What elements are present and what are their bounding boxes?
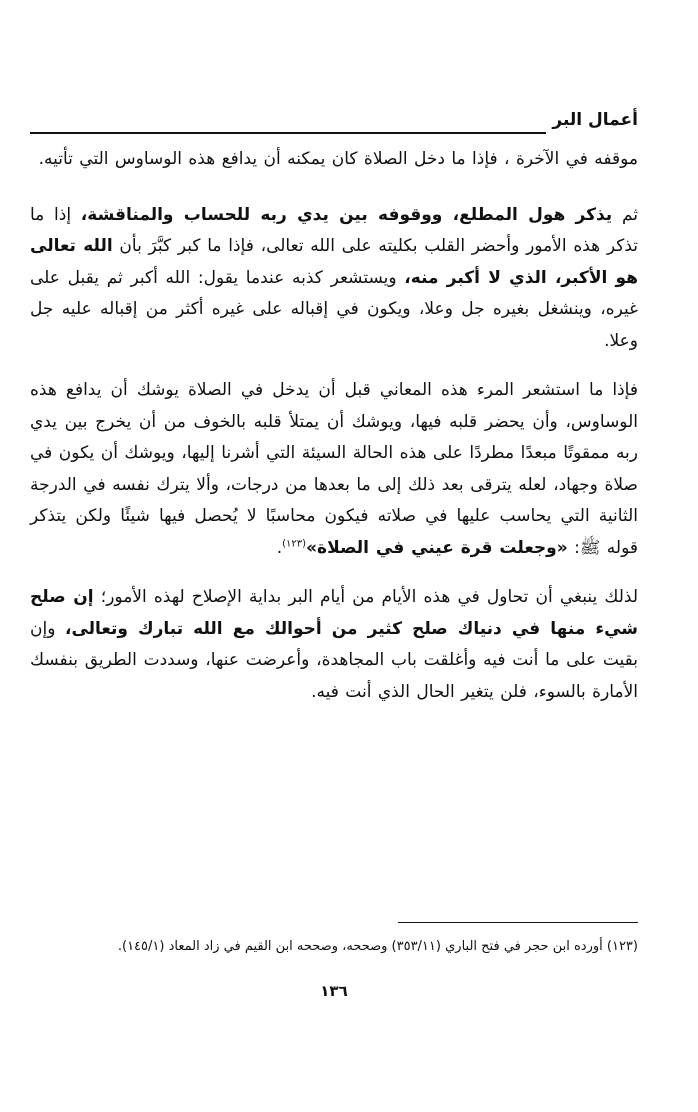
footnote-marker[interactable]: (١٢٣) [282, 537, 307, 549]
footnote: (١٢٣) أورده ابن حجر في فتح الباري (٣٥٣/١١) وصححه، وصححه ابن القيم في زاد المعاد (١٤٥/١). [117, 939, 638, 954]
page-header [30, 110, 638, 136]
paragraph-3-text-a: فإذا ما استشعر المرء هذه المعاني قبل أن يدخل في الصلاة يوشك أن يدافع هذه الوساوس، وأن يحضر قلبه فيها، ويوشك أن يمتلأ قلبه بالخوف من أن يخرج بين يدي ربه ممقوتًا مبعدًا مطردًا على هذه الحالة السيئة التي أشرنا إليها، ويوشك أن يكون في صلاة وجهاد، لعله يترقى بعد ذلك إلى ما بعدها من درجات، وألا يترك نفسه في الدرجة الثانية التي يحاسب عليها في صلاته فيكون محاسبًا لا يُحصل فيها شيئًا ولكن يتذكر قوله ﷺ: [30, 380, 638, 558]
page-number: ١٣٦ [320, 982, 348, 1000]
paragraph-2-bold-a: يذكر هول المطلع، ووقوفه بين يدي ربه للحساب والمناقشة، [80, 204, 613, 225]
paragraph-4-bold: إن صلح شيء منها في دنياك صلح كثير من أحوالك مع الله تبارك وتعالى، [30, 587, 638, 639]
paragraph-2 [30, 200, 638, 358]
paragraph-2-text-a: ثم [612, 204, 638, 225]
paragraph-4-text-a: لذلك ينبغي أن تحاول في هذه الأيام من أيام البر بداية الإصلاح لهذه الأمور؛ [93, 587, 639, 607]
book-page [30, 110, 638, 1090]
paragraph-3 [30, 375, 638, 564]
footnote-rule [398, 922, 638, 923]
paragraph-3-text-b: . [276, 537, 283, 558]
header-rule [30, 132, 546, 134]
paragraph-4 [30, 582, 638, 708]
paragraph-1-text: موقفه في الآخرة ، فإذا ما دخل الصلاة كان يمكنه أن يدافع هذه الوساوس التي تأتيه. [38, 149, 638, 169]
paragraph-1 [30, 144, 638, 176]
paragraph-2-text-b: إذا ما تذكر هذه الأمور وأحضر القلب بكليته على الله تعالى، فإذا ما كبر كبَّرَ بأن [30, 204, 639, 256]
hadith-quote: «وجعلت قرة عيني في الصلاة» [306, 537, 568, 558]
paragraph-2-bold-b: الله تعالى هو الأكبر، الذي لا أكبر منه، [30, 236, 638, 288]
paragraph-2-text-c: ويستشعر كذبه عندما يقول: الله أكبر ثم يقبل على غيره، وينشغل بغيره جل وعلا، ويكون في إقباله على غيره أكثر من إقباله عليه جل وعلا. [30, 267, 638, 351]
paragraph-4-text-b: وإن بقيت على ما أنت فيه وأغلقت باب المجاهدة، وأعرضت عنها، وسددت الطريق بنفسك الأمارة بالسوء، فلن يتغير الحال الذي أنت فيه. [30, 618, 638, 702]
running-title: أعمال البر [552, 110, 638, 130]
